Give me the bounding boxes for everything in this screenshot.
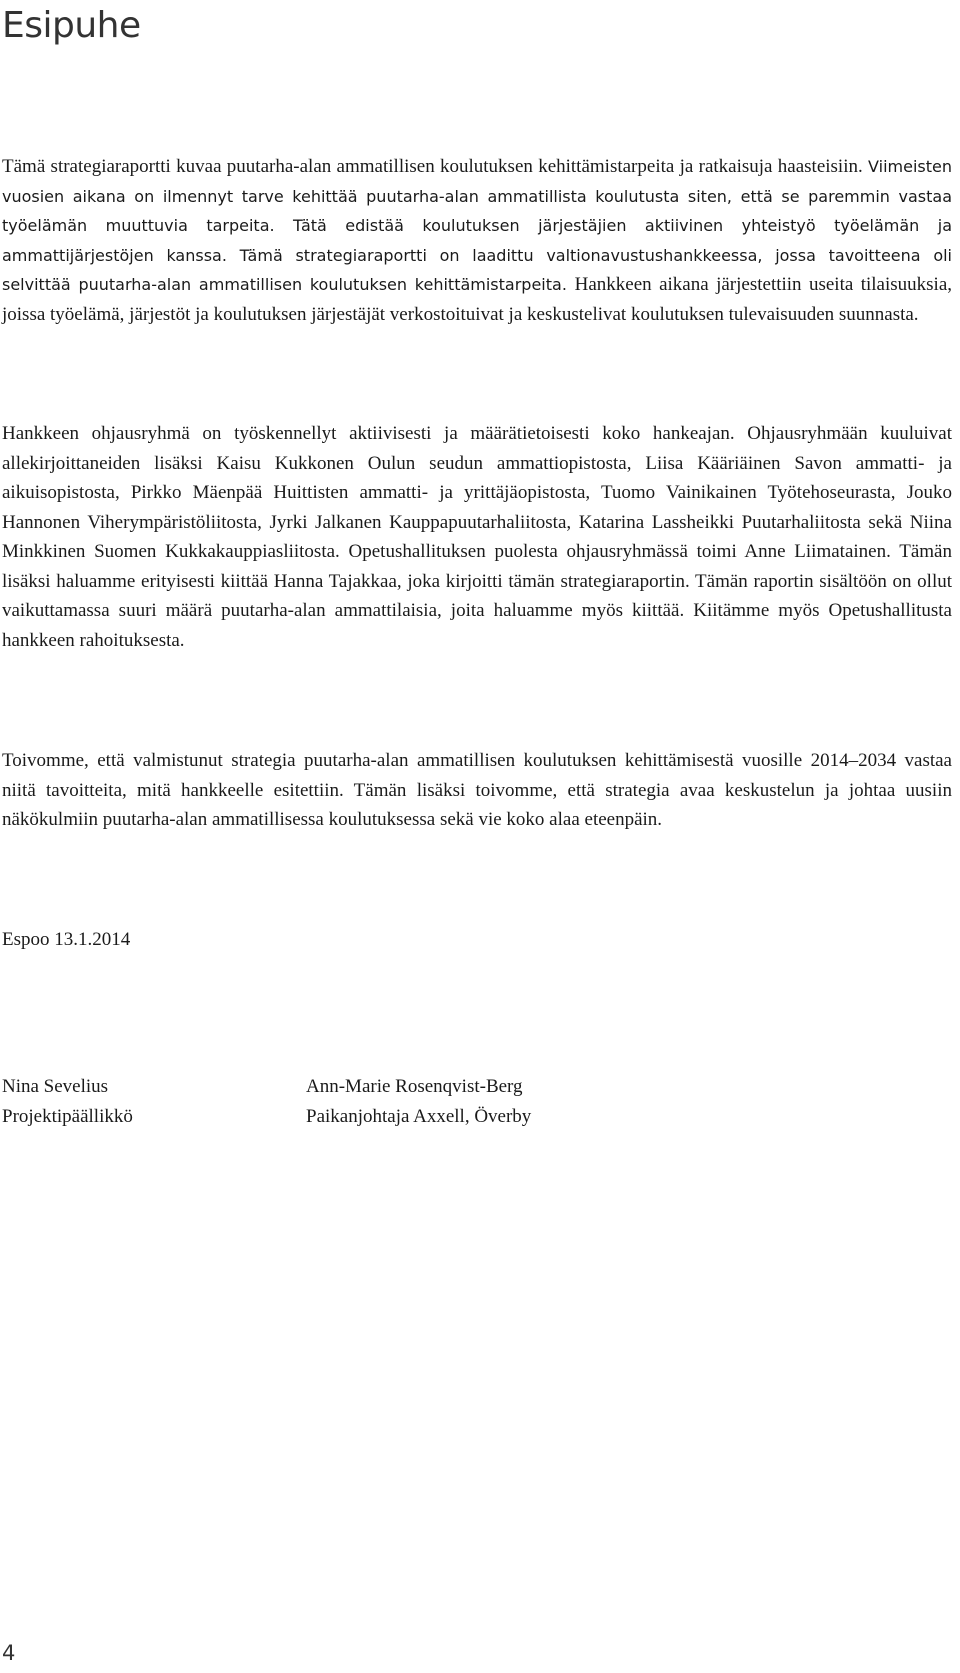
paragraph-intro-serif-start: Tämä strategiaraportti kuvaa puutarha-alan ammatillisen koulutuksen kehittämistarpeita ja ratkaisuja haasteisiin. [2,156,869,177]
signature-title: Projektipäällikkö [2,1105,133,1127]
signature-name: Ann-Marie Rosenqvist-Berg [306,1076,523,1097]
place-date-line: Espoo 13.1.2014 [2,929,131,950]
paragraph-intro [2,152,952,329]
page-number: 4 [2,1641,16,1665]
paragraph-steering-group: Hankkeen ohjausryhmä on työskennellyt aktiivisesti ja määrätietoisesti koko hankeajan. Ohjausryhmään kuuluivat allekirjoittaneiden lisäksi Kaisu Kukkonen Oulun seudun ammattiopistosta, Liisa Kääriäinen Savon ammatti- ja aikuisopistosta, Pirkko Mäenpää Huittisten ammatti- ja yrittäjäopistosta, Tuomo Vainikainen Työtehoseurasta, Jouko Hannonen Viherympäristöliitosta, Jyrki Jalkanen Kauppapuutarhaliitosta, Katarina Lassheikki Puutarhaliitosta sekä Niina Minkkinen Suomen Kukkakauppiasliitosta. Opetushallituksen puolesta ohjausryhmässä toimi Anne Liimatainen. Tämän lisäksi haluamme erityisesti kiittää Hanna Tajakkaa, joka kirjoitti tämän strategiaraportin. Tämän raportin sisältöön on ollut vaikuttamassa suuri määrä puutarha-alan ammattilaisia, joita haluamme myös kiittää. Kiitämme myös Opetushallitusta hankkeen rahoituksesta. [2,423,952,651]
paragraph-intro-sans-run: Viimeisten vuosien aikana on ilmennyt tarve kehittää puutarha-alan ammatillista koulutusta siten, että se paremmin vastaa työelämän muuttuvia tarpeita. Tätä edistää koulutuksen järjestäjien aktiivinen yhteistyö työelämän ja ammattijärjestöjen kanssa. Tämä strategiaraportti on laadittu valtionavustushankkeessa, jossa tavoitteena oli selvittää puutarha-alan ammatillisen koulutuksen kehittämistarpeita. [2,157,952,294]
page-heading: Esipuhe [2,5,141,46]
paragraph-closing: Toivomme, että valmistunut strategia puutarha-alan ammatillisen koulutuksen kehittämisestä vuosille 2014–2034 vastaa niitä tavoitteita, mitä hankkeelle esitettiin. Tämän lisäksi toivomme, että strategia avaa keskustelun ja johtaa uusiin näkökulmiin puutarha-alan ammatillisessa koulutuksessa sekä vie koko alaa eteenpäin. [2,750,952,830]
signature-block-right [306,1072,531,1131]
signature-name: Nina Sevelius [2,1076,109,1097]
signature-title: Paikanjohtaja Axxell, Överby [306,1105,532,1127]
signature-block-left [2,1072,133,1131]
paragraph-intro-serif-end: Hankkeen aikana järjestettiin useita tilaisuuksia, joissa työelämä, järjestöt ja koulutuksen järjestäjät verkostoituivat ja keskustelivat koulutuksen tulevaisuuden suunnasta. [2,274,953,325]
